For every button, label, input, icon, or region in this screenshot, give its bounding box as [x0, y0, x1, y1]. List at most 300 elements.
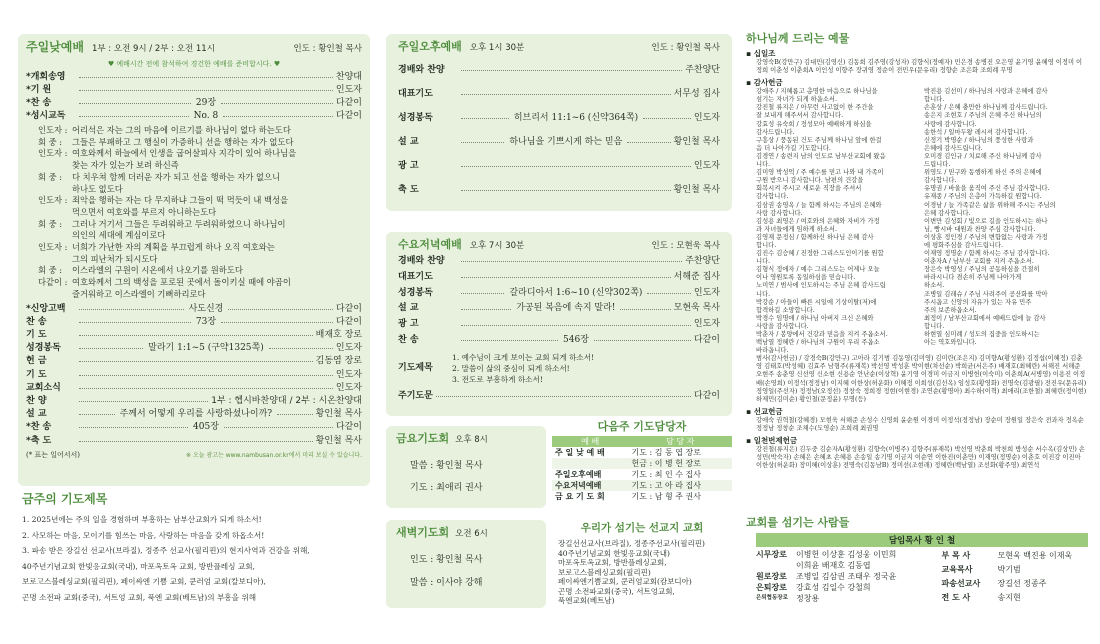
dawn-title: 새벽기도회 [396, 526, 450, 539]
dot-leader [461, 261, 682, 262]
order-item-label: *신앙고백 [26, 303, 66, 314]
order-item-content: 히브리서 11:1~6 (신약364쪽) [513, 113, 639, 123]
dot-leader [79, 361, 313, 362]
thanks-line: 박춘자 / 봉양에서 건강과 믿음을 지켜 주옵소서. [756, 331, 888, 338]
thanks-line: 위영도 / 믿구와 동행하게 하신 주의 은혜에 [924, 169, 1042, 177]
thanks-line: 김삼권 송영옥 / 늘 함께 하시는 주님의 은혜와 [756, 201, 882, 209]
dot-leader [79, 401, 208, 402]
order-item-person: 다같이 [335, 316, 362, 327]
staff-names: 모현욱 백진용 이재욱 [997, 551, 1073, 560]
responsive-speaker: 회 중 : [38, 218, 63, 229]
dot-leader [461, 340, 558, 341]
order-item-person: 다같이 [335, 111, 362, 121]
responsive-text: 여호와께서 그의 백성을 포로된 곳에서 돌이키실 때에 야곱이 [72, 277, 291, 288]
staff-row [942, 549, 1088, 563]
dot-leader [79, 77, 333, 78]
thanks-line: 구원 받으니 감사합니다. 남편의 건강을 [756, 177, 864, 185]
thanks-line: 송한석 / 일마두왕 레시셔 감사합니다. [924, 128, 1028, 136]
sunday-pm-time: 오후 1시 30분 [469, 43, 525, 53]
dot-leader [269, 348, 333, 349]
thanks-line: 합니다. [756, 241, 777, 249]
thanks-line: 감사합니다. [924, 177, 957, 185]
mission-line: 푹엔교회(베트남) [558, 596, 615, 605]
responsive-speaker: 인도자 : [38, 195, 68, 206]
thanks-line: 강진철 류지은 / 아무런 사고없이 한 주간을 [756, 104, 874, 112]
order-item-label: 축 도 [398, 185, 419, 195]
order-item-label: 설 교 [398, 137, 419, 147]
thanks-line: 음 더 나아가길 기도합니다. [756, 144, 831, 152]
order-item-content: 주께서 어떻게 우리를 사랑하셨나이까? [119, 409, 273, 420]
thanks-line: 강애주 / 지혜롭고 총명한 마음으로 하나님을 [756, 88, 878, 96]
order-item-content: 29장 [195, 98, 217, 108]
table-row [552, 469, 732, 480]
order-item-person: 인도자 [693, 287, 721, 298]
responsive-line [38, 137, 362, 149]
order-row [26, 408, 362, 421]
wed-title: 수요저녁예배 [398, 238, 462, 251]
nw-head-person: 담 당 자 [666, 437, 695, 446]
dot-leader [643, 118, 691, 119]
staff-names [796, 571, 896, 582]
order-item-person: 다같이 [335, 422, 362, 433]
staff-row [756, 582, 942, 593]
order-item-content: 말라기 1:1~5 (구약1325쪽) [148, 343, 264, 354]
thanks-line: 김형식 정애자 / 예수 그리스도는 어제나 오늘 [756, 266, 880, 274]
responsive-text: 그러나 거기서 그들은 두려워하고 두려워하였으니 하나님이 [72, 218, 286, 229]
friday-panel [386, 426, 546, 508]
order-item-person: 인도자 [335, 369, 362, 380]
mission-names: 강애숙 권혁철(강혜경) 모현욱 서해준 손성수 신영희 윤순원 이경미 이정석(정정남) 장순미 장원일 장은숙 전과자 정옥순 정정남 정창순 조채수(도영순) 조희례 최권명 [756, 416, 1084, 432]
order-item-person: 김동염 장로 [315, 356, 362, 367]
order-item-label: *기 원 [26, 85, 52, 95]
responsive-speaker: 인도자 : [38, 148, 68, 159]
responsive-speaker [38, 254, 72, 266]
dot-leader [79, 388, 333, 389]
thanks-line: 합격하길 소망합니다. [756, 306, 815, 314]
sunday-worship-panel [18, 34, 370, 486]
thanks-line: 최정이 / 남부산교회에서 예배드림에 늘 감사 [924, 314, 1046, 322]
thanks-line: 사랑에 감사합니다. [924, 120, 977, 128]
responsive-speaker: 회 중 : [38, 136, 63, 147]
thanks-line: 합니다. [924, 322, 945, 330]
responsive-speaker [38, 230, 72, 242]
thanks-line: 김영재 문정심 / 함께하신 하나님 은혜 감사 [756, 233, 874, 241]
offerings-section [746, 30, 1088, 508]
responsive-text: 다 치우쳐 함께 더러운 자가 되고 선을 행하는 자가 없으니 [72, 171, 281, 182]
dawn-panel [386, 520, 546, 608]
responsive-text: 이스라엘의 구원이 시온에서 나오기를 원하도다 [72, 265, 243, 276]
staff-names-line: 강효성 김일수 강철희 [796, 583, 871, 592]
order-item-content: 하나님을 기쁘시게 하는 믿음 [509, 137, 623, 147]
order-row [26, 355, 362, 368]
wed-leader: 인도 : 모현욱 목사 [651, 241, 720, 251]
thanks-line: 바라시니다 겸손히 주님께 나아가게 [924, 274, 1022, 282]
order-item-content: 405장 [193, 422, 219, 433]
order-item-label: 찬 송 [26, 316, 47, 327]
sunday-worship-title: 주일낮예배 [26, 40, 84, 54]
responsive-line [38, 207, 362, 219]
dot-leader [79, 116, 189, 117]
wed-prayer-item: 1. 예수님이 크게 보이는 교회 되게 하소서! [452, 352, 595, 362]
responsive-line [38, 230, 362, 242]
thanks-line: 주시옵고 신앙의 자유가 있는 자유 민주 [924, 298, 1032, 306]
thanks-line: 이경남 / 늘 가족같은 삶을 위하해 주시는 주님의 [924, 201, 1056, 209]
responsive-line [38, 242, 362, 254]
responsive-text: 의인의 세대에 계심이로다 [72, 230, 166, 241]
prayer-topic-line: 3. 파송 받은 장길선 선교사(브라질), 정종주 선교사(필리핀)의 현지사역과 건강을 위해, [22, 546, 310, 555]
sunday-worship-leader: 인도 : 황인철 목사 [293, 44, 362, 54]
order-row [26, 316, 362, 329]
thanks-line: 박진용 김선미 / 하나님의 사랑과 은혜에 감사 [924, 88, 1048, 96]
thanks-line: 니다. [756, 290, 771, 298]
sunday-pm-leader: 인도 : 황인철 목사 [651, 43, 720, 53]
missions-title: 우리가 섬기는 선교지 교회 [580, 522, 704, 534]
order-item-label: *찬 송 [26, 98, 52, 108]
friday-title: 금요기도회 [396, 432, 450, 445]
order-item-person: 인도자 [693, 113, 721, 123]
staff-row [756, 593, 942, 604]
staff-names [796, 582, 871, 593]
dawn-time: 오전 6시 [455, 529, 488, 539]
responsive-text: 즐거워하고 이스라엘이 기뻐하리로다 [72, 288, 206, 299]
staff-role: 파송선교사 [941, 579, 981, 588]
dot-leader [79, 322, 191, 323]
responsive-line [38, 219, 362, 231]
dot-leader [79, 90, 333, 91]
order-row [26, 395, 362, 408]
thanks-line: 니다. [756, 258, 771, 266]
thanks-line: 유명권 / 바울을 움직여 주신 주님 감사합니다. [924, 185, 1050, 193]
thanks-line: 김미영 박성억 / 주 예수를 믿고 나와 내 가족이 [756, 169, 884, 177]
dot-leader [461, 309, 511, 310]
order-item-label: *축 도 [26, 435, 52, 446]
responsive-line [38, 289, 362, 301]
thanks-line: 하현열 심미례 / 성도의 집중을 인도하시는 [924, 331, 1040, 338]
order-item-person: 다같이 [693, 334, 720, 345]
responsive-speaker: 회 중 : [38, 171, 63, 182]
thanks-line: 아는 역호와입니다. [924, 339, 977, 347]
mission-line: 장길선선교사(브라질), 정종주선교사(필리핀) [558, 539, 705, 548]
nw-person: 기도 : 최 인 수 집사 [631, 470, 701, 479]
order-row [26, 303, 362, 316]
staff-names: 송지현 [997, 593, 1021, 602]
order-item-label: 찬 송 [398, 334, 419, 345]
order-item-label: 성경봉독 [26, 343, 61, 354]
dot-leader [79, 335, 313, 336]
order-row [26, 342, 362, 355]
responsive-reading [38, 125, 362, 301]
responsive-line [38, 172, 362, 184]
thanks-line: 손훈상 / 은혜 충만한 하나님께 감사드립니다. [924, 104, 1048, 112]
order-item-label: 광 고 [398, 319, 419, 330]
web-notice: ※ 오늘 광고는 www.nambusan.or.kr에서 미리 보실 수 있습니다. [186, 451, 362, 459]
next-week-title: 다음주 기도담당자 [597, 420, 687, 433]
responsive-speaker: 회 중 : [38, 265, 63, 276]
dot-leader [461, 277, 671, 278]
staff-role: 부 목 사 [941, 551, 971, 560]
order-item-person: 배재호 장로 [315, 329, 362, 340]
order-item-person: 서무성 집사 [673, 89, 720, 99]
staff-names [796, 593, 819, 604]
order-item-person: 다같이 [335, 98, 362, 108]
dot-leader [228, 309, 333, 310]
mission-line: 페이싸엔기쁨교회, 쿤러엄교회(캄보디아) [558, 577, 692, 586]
dot-leader [79, 309, 184, 310]
order-row [398, 317, 720, 333]
dot-leader [647, 293, 690, 294]
staff-role: 교육목사 [941, 565, 973, 574]
mission-line: 곤명 소전파교회(중국), 서트엉교회, [558, 586, 675, 596]
thanks-line: 니다. [756, 161, 771, 169]
responsive-line [38, 184, 362, 196]
friday-preacher: 말씀 : 황인철 목사 [410, 461, 483, 471]
dot-leader [461, 325, 691, 326]
responsive-text: 먹으면서 여호와를 부르지 아니하는도다 [72, 206, 217, 217]
thanks-line: 드립니다. [924, 161, 951, 169]
offerings-title: 하나님께 드리는 예물 [746, 32, 850, 45]
order-item-label: 설 교 [26, 409, 47, 420]
order-row [398, 154, 720, 178]
order-row [398, 286, 720, 302]
footnote: (* 표는 일어서서) [26, 450, 80, 459]
order-row [26, 71, 362, 84]
thanks-line: 잘 보내게 해주셔서 감사합니다. [756, 112, 844, 120]
table-row [552, 491, 732, 502]
order-list-2 [26, 303, 362, 448]
order-item-label: *성시교독 [26, 111, 66, 121]
order-item-person: 인도자 [693, 161, 720, 171]
order-row [398, 106, 720, 130]
order-row [26, 369, 362, 382]
thanks-line: 사랑 감사합니다. [756, 209, 803, 217]
order-item-label: 설 교 [398, 303, 419, 314]
dawn-leader: 인도 : 황인철 목사 [410, 555, 483, 565]
order-item-person: 주찬양단 [685, 65, 720, 75]
responsive-line [38, 254, 362, 266]
staff-row [942, 563, 1088, 577]
dot-leader [221, 322, 333, 323]
thanks-line: 주의 보존하옵소서. [924, 306, 977, 314]
dot-leader [277, 414, 313, 415]
dot-leader [627, 142, 670, 143]
staff-names-line: 이희윤 배재호 김동엽 [796, 561, 871, 570]
order-list-1 [26, 71, 362, 123]
prayer-topic-line: 보로고스블레싱교회(필리핀), 페이싸엔 기쁨 교회, 쿤러엄 교회(칼보디아), [22, 577, 266, 586]
thanks-line: 감사합니다. [756, 193, 789, 201]
staff-row [756, 549, 942, 571]
order-row [398, 82, 720, 106]
order-row [26, 435, 362, 448]
responsive-speaker: 인도자 : [38, 125, 68, 135]
dot-leader [223, 116, 333, 117]
worship-notice: ♥ 예배시간 전에 참석하여 경건한 예배를 준비합시다. ♥ [107, 60, 281, 68]
order-item-person: 황인철 목사 [673, 185, 720, 195]
order-item-person: 황인철 목사 [315, 435, 362, 446]
order-item-person: 인도자 [335, 343, 363, 354]
order-item-label: 기 도 [26, 329, 47, 340]
nw-service [552, 458, 628, 469]
dot-leader [79, 375, 333, 376]
next-week-section [552, 418, 732, 502]
missions-section [552, 520, 732, 606]
staff-role: 원로장로 [756, 572, 787, 581]
order-item-label: 경배와 찬양 [398, 65, 445, 75]
order-item-content: No. 8 [193, 111, 219, 121]
dot-leader [461, 118, 509, 119]
dot-leader [461, 94, 671, 95]
lords-prayer-label: 주기도문 [398, 390, 433, 401]
staff-role: 전 도 사 [941, 593, 971, 602]
thanks-line: 과 자녀들에게 임하게 하소서. [756, 225, 837, 233]
order-item-label: 대표기도 [398, 271, 433, 282]
order-item-person: 황인철 목사 [673, 137, 721, 147]
order-item-person: 모현욱 목사 [673, 303, 721, 314]
table-row [552, 480, 732, 491]
dot-leader [461, 142, 504, 143]
responsive-line [38, 148, 362, 160]
thanks-line: 이상훈 정인경 / 주님의 변함없는 사랑과 가정 [924, 233, 1048, 241]
order-item-label: 교회소식 [26, 382, 61, 393]
thanks-line: 이재영 정명순 / 함께 하시는 주님 감사합니다. [924, 250, 1050, 258]
dot-leader [461, 166, 691, 167]
responsive-speaker: 다같이 : [38, 277, 68, 288]
dot-leader [221, 103, 333, 104]
wednesday-panel [386, 232, 732, 416]
responsive-speaker [38, 184, 72, 196]
responsive-text: 어리석은 자는 그의 마음에 이르기를 하나님이 없다 하는도다 [72, 125, 291, 135]
thanks-line: 구흥상 / 풍동된 건도 주님께 하나님 앞에 한걸 [756, 136, 882, 144]
order-row [398, 58, 720, 82]
order-row [26, 329, 362, 342]
thanks-line: 장은숙 박영성 / 주님의 공동하심을 간절히 [924, 266, 1040, 274]
thanks-line: 이나 영원토록 동일하심을 믿습니다. [756, 274, 856, 282]
order-item-person: 인도자 [335, 382, 362, 393]
thanks-line: 사랑을 감사합니다. [756, 322, 809, 330]
responsive-line [38, 125, 362, 137]
staff-row [756, 571, 942, 582]
responsive-line [38, 160, 362, 172]
order-row [398, 333, 720, 349]
friday-prayer: 기도 : 최애리 권사 [410, 483, 483, 493]
dawn-word: 말씀 : 이사야 강해 [410, 578, 483, 588]
nw-person: 헌금 : 이 병 헌 장로 [631, 459, 701, 468]
thanks-line: 조병일 김래슈 / 주님 사려주이 공산화를 막아 [924, 290, 1048, 298]
sunday-pm-panel [386, 34, 732, 211]
thanks-line: 에 평화주심을 감사드립니다. [924, 241, 1003, 249]
order-row [26, 421, 362, 434]
responsive-speaker [38, 207, 72, 219]
thanks-line: 님, 빵시바 대원과 찬양 주심 감사합니다. [924, 225, 1036, 233]
thanks-extra: 범사(감사헌금) / 강경숙B(강만구) 고아라 김기범 김동영(김미영) 김미란(조은지) 김미향A(황성환) 김정섭(이혜정) 김춘영 김태호(박성혜) 김효주 남형주(류재복) 박선영 박성훈 박이현(차선순) 박희균(서은주) 배재호(최혜란) 서해진 서해준 오현주 송춘영 신선영 신소현 신용순 안난순(이상혁) 윤기영 이경미 이금지 이병헌(이숙미) 이춘희A(서병영) 이용진 이정배(손영희) 이정석(정정남) 이지혜 이한상(허운화) 이혜정 이희성(김선옥) 임성호(황영화) 전명숙(김광필) 전진우(문유리) 정영일(주선자) 정정남(오정선) 정창숙 정희경 정현(이현경) 조연순(황명아) 최수하(이혁) 최애리(조한철) 최혜린(정이현) 하제민(김미순) 황인철(문정윤) 무명(등) [756, 355, 1087, 403]
wed-prayer-item: 2. 말씀이 삶의 중심이 되게 하소서! [452, 363, 570, 373]
dot-leader [461, 190, 671, 191]
friday-time: 오후 8시 [455, 435, 488, 445]
order-row [26, 84, 362, 97]
order-item-content: 73장 [195, 316, 217, 327]
thanks-line: 하소서. [924, 282, 945, 290]
building-names: 강진철(류지은) 김두중 김순자A(황성환) 김향숙(이병주) 김향주(류재복) 박선영 박춘희 박천희 방성순 서수옥(김상민) 손성민(박숙자) 손혜은 손혜초 손혜용 손송일 송기명 이금지 이순연 이한진(이춘만) 이재영(정명순) 이춘호 이진강 이진아 이한상(허운화) 장미혜(이상훈) 전명숙(김동남B) 정미선(조현래) 정혜란(백남열) 조선화(황주영) 최연석 [756, 446, 1085, 470]
lords-prayer-value: 다같이 [693, 390, 720, 401]
wed-prayer-label: 기도제목 [398, 362, 433, 373]
order-item-label: *개회송영 [26, 72, 66, 82]
order-row [398, 270, 720, 286]
thanks-heading: ▪ 감사헌금 [746, 78, 783, 88]
thanks-line: 유재종 / 주님의 은총이 가득하길 원합니다. [924, 193, 1042, 201]
order-item-label: 광 고 [398, 161, 419, 171]
thanks-line: 송은지 조현호 / 주님의 은혜 주신 하나님의 [924, 112, 1042, 120]
table-row [552, 458, 732, 469]
dot-leader [79, 414, 115, 415]
thanks-line: 박강순 / 아들이 빠른 시일에 기상이탈(저)에 [756, 298, 877, 306]
responsive-line [38, 277, 362, 289]
thanks-line: 김진수 김승혜 / 진정한 그리스도인이기를 원합 [756, 250, 884, 258]
order-item-content: 사도신경 [188, 303, 224, 314]
thanks-line: 합니다. [924, 96, 945, 104]
nw-service: 주일오후예배 [555, 469, 602, 479]
thanks-line: 백남열 정혜란 / 하나님의 구원이 우리 주옵소 [756, 339, 880, 347]
prayer-topic-line: 40주년기념교회 한빛응교회(국내), 마포옥토옥 교회, 방반플레싱 교회, [22, 561, 255, 571]
order-item-person: 인도자 [335, 85, 362, 95]
responsive-text: 하나도 없도다 [72, 183, 123, 194]
thanks-line: 섬기는 자녀가 되게 하옵소서. [756, 96, 837, 104]
thanks-line: 감사드립니다. [756, 128, 795, 136]
staff-names-line: 이병헌 이상훈 김성웅 이민희 [796, 550, 897, 559]
sunday-pm-title: 주일오후예배 [398, 40, 462, 53]
mission-line: 마포옥토옥교회, 방반플레싱교회, [558, 558, 667, 567]
thanks-line: 은혜 감사합니다. [924, 209, 971, 217]
staff-names-line: 정창용 [796, 594, 820, 603]
prayer-topics-section [22, 490, 372, 605]
order-item-label: 성경봉독 [398, 287, 433, 298]
wed-time: 오후 7시 30분 [469, 241, 525, 251]
thanks-line: 김경연 / 송련지 남의 인도로 남부산교회에 왔음 [756, 152, 886, 160]
nw-person: 기도 : 고 아 라 집사 [631, 481, 701, 490]
order-item-label: 경배와 찬양 [398, 256, 445, 266]
prayer-topic-line: 2. 사모하는 마음, 모이기를 힘쓰는 마음, 사랑하는 마음을 갖게 하옵소서! [22, 530, 265, 540]
senior-pastor: 담임목사 황 인 철 [756, 533, 1088, 547]
order-item-label: 대표기도 [398, 89, 433, 99]
dot-leader [79, 427, 188, 428]
responsive-speaker [38, 160, 72, 172]
dot-leader [79, 441, 313, 442]
thanks-line: 은혜에 감사드립니다. [924, 144, 983, 152]
staff-role: 은퇴협동장로 [756, 595, 788, 601]
nw-service: 금 요 기 도 회 [555, 491, 605, 501]
order-item-content: 546장 [563, 334, 589, 345]
order-row [398, 254, 720, 270]
order-item-person: 인도자 [693, 319, 720, 330]
responsive-text: 죄악을 행하는 자는 다 무지하냐 그들이 떡 먹듯이 내 백성을 [72, 195, 289, 206]
order-row [398, 301, 720, 317]
nw-service: 수요저녁예배 [555, 480, 602, 490]
thanks-line: 노미연 / 범사에 인도하시는 주님 은혜 감사드립 [756, 282, 886, 290]
tithe-heading: ▪ 십일조 [746, 49, 776, 58]
order-row [26, 382, 362, 395]
thanks-line: 김성용 최영은 / 여호와의 은혜와 자비가 가정 [756, 217, 880, 225]
thanks-line: 강효성 유숙희 / 정성모아 예배하게 하심을 [756, 120, 872, 128]
thanks-line: 오미경 김인규 / 치료해 주신 하나님께 감사 [924, 152, 1042, 160]
dot-leader [461, 70, 682, 71]
table-row [552, 447, 732, 458]
dot-leader [79, 103, 191, 104]
order-item-person: 다같이 [335, 303, 362, 314]
responsive-speaker [38, 289, 72, 301]
mission-line: 40주년기념교회 한빛응교회(국내) [558, 548, 670, 558]
staff-title: 교회를 섬기는 사람들 [746, 516, 850, 529]
order-item-person: 서해준 집사 [673, 271, 720, 282]
mission-heading: ▪ 선교헌금 [746, 406, 783, 416]
order-row [26, 110, 362, 123]
